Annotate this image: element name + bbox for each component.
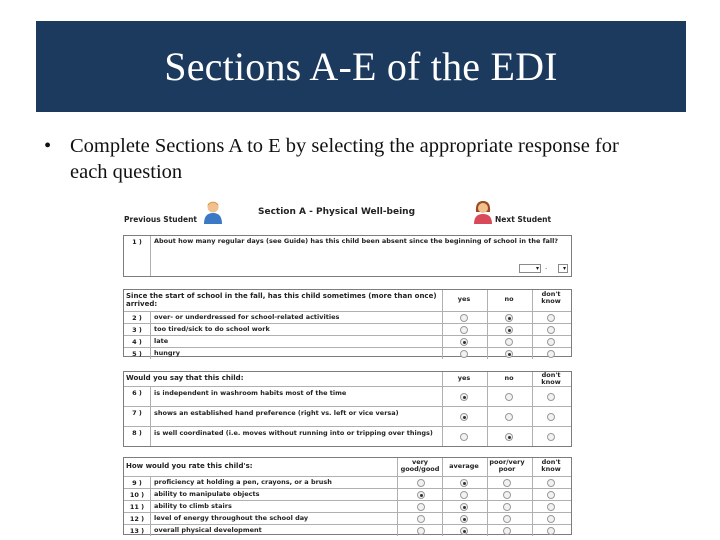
column-yes: yes [457, 295, 471, 303]
question-row [124, 386, 571, 406]
column-divider [487, 458, 488, 536]
question-text: level of energy throughout the school day [154, 514, 309, 522]
question-row [124, 512, 571, 524]
answer-radio-no[interactable] [505, 433, 513, 441]
column-divider [487, 290, 488, 359]
answer-radio-no[interactable] [505, 314, 513, 322]
column-divider [532, 458, 533, 536]
column-average: average [449, 462, 479, 470]
question-text: shows an established hand preference (right vs. left or vice versa) [154, 409, 399, 417]
answer-radio-don-t-know[interactable] [547, 314, 555, 322]
question-row [124, 426, 571, 446]
answer-radio-average[interactable] [460, 527, 468, 535]
answer-radio-yes[interactable] [460, 314, 468, 322]
column-divider [532, 290, 533, 359]
answer-radio-yes[interactable] [460, 326, 468, 334]
answer-radio-very-good-good[interactable] [417, 479, 425, 487]
days-absent-dropdown[interactable]: ▾ [519, 264, 541, 273]
answer-radio-average[interactable] [460, 503, 468, 511]
bullet-text: Complete Sections A to E by selecting the appropriate response for each question [70, 135, 619, 183]
question-row [124, 500, 571, 512]
answer-radio-average[interactable] [460, 491, 468, 499]
answer-radio-don-t-know[interactable] [547, 527, 555, 535]
question-text: ability to manipulate objects [154, 490, 260, 498]
answer-radio-poor-very-poor[interactable] [503, 527, 511, 535]
answer-radio-yes[interactable] [460, 413, 468, 421]
answer-radio-no[interactable] [505, 338, 513, 346]
question-text: overall physical development [154, 526, 262, 534]
days-absent-fraction-dropdown[interactable]: ▾ [558, 264, 568, 273]
answer-radio-average[interactable] [460, 479, 468, 487]
answer-radio-no[interactable] [505, 413, 513, 421]
column-no: no [504, 374, 514, 382]
answer-radio-yes[interactable] [460, 338, 468, 346]
answer-radio-average[interactable] [460, 515, 468, 523]
answer-radio-don-t-know[interactable] [547, 413, 555, 421]
block-question-title: Since the start of school in the fall, has this child sometimes (more than once) arrived: [126, 292, 437, 308]
question-1-block [123, 235, 572, 277]
arrival-question-block [123, 289, 572, 357]
column-divider [397, 458, 398, 536]
column-divider [442, 372, 443, 446]
section-title: Section A - Physical Well-being [258, 207, 416, 217]
block-question-title: Would you say that this child: [126, 374, 244, 382]
question-row [124, 311, 571, 323]
slide-title: Sections A-E of the EDI [164, 44, 558, 89]
answer-radio-don-t-know[interactable] [547, 479, 555, 487]
column-yes: yes [457, 374, 471, 382]
question-number: 4 ) [124, 336, 151, 347]
answer-radio-don-t-know[interactable] [547, 433, 555, 441]
block-header-row [124, 372, 571, 386]
next-student-link[interactable]: Next Student [495, 215, 552, 224]
column-divider [532, 372, 533, 446]
edi-form-screenshot [120, 191, 574, 540]
column-poor: poor/very poor [489, 458, 525, 473]
question-text: is well coordinated (i.e. moves without running into or tripping over things) [154, 429, 433, 437]
answer-radio-don-t-know[interactable] [547, 326, 555, 334]
form-header [120, 191, 574, 231]
answer-radio-very-good-good[interactable] [417, 515, 425, 523]
question-number: 9 ) [124, 477, 151, 488]
answer-radio-very-good-good[interactable] [417, 491, 425, 499]
answer-radio-don-t-know[interactable] [547, 491, 555, 499]
question-row [124, 323, 571, 335]
answer-radio-yes[interactable] [460, 433, 468, 441]
column-dont-know: don't know [541, 458, 561, 473]
answer-radio-yes[interactable] [460, 393, 468, 401]
question-text: over- or underdressed for school-related activities [154, 313, 340, 321]
block-header-row [124, 458, 571, 476]
answer-radio-yes[interactable] [460, 350, 468, 358]
question-1-row [124, 236, 571, 276]
question-text: About how many regular days (see Guide) has this child been absent since the beginning of school in the fall? [154, 237, 559, 245]
girl-avatar-icon[interactable] [472, 200, 494, 224]
answer-radio-poor-very-poor[interactable] [503, 491, 511, 499]
answer-radio-don-t-know[interactable] [547, 338, 555, 346]
question-text: proficiency at holding a pen, crayons, or a brush [154, 478, 332, 486]
question-row [124, 488, 571, 500]
column-divider [442, 290, 443, 359]
answer-radio-don-t-know[interactable] [547, 515, 555, 523]
rating-question-block [123, 457, 572, 535]
question-number: 12 ) [124, 513, 151, 524]
answer-radio-very-good-good[interactable] [417, 503, 425, 511]
answer-radio-don-t-know[interactable] [547, 350, 555, 358]
question-number: 10 ) [124, 489, 151, 500]
question-number: 7 ) [124, 407, 151, 426]
question-row [124, 335, 571, 347]
answer-radio-poor-very-poor[interactable] [503, 479, 511, 487]
question-text: ability to climb stairs [154, 502, 232, 510]
question-number: 6 ) [124, 387, 151, 406]
question-text: is independent in washroom habits most of the time [154, 389, 347, 397]
answer-radio-very-good-good[interactable] [417, 527, 425, 535]
answer-radio-poor-very-poor[interactable] [503, 515, 511, 523]
bullet-symbol: • [44, 135, 52, 157]
column-no: no [504, 295, 514, 303]
question-row [124, 406, 571, 426]
question-number: 3 ) [124, 324, 151, 335]
answer-radio-no[interactable] [505, 393, 513, 401]
question-number: 11 ) [124, 501, 151, 512]
question-row [124, 476, 571, 488]
question-number: 13 ) [124, 525, 151, 536]
answer-radio-don-t-know[interactable] [547, 503, 555, 511]
question-text: too tired/sick to do school work [154, 325, 270, 333]
question-text: hungry [154, 349, 180, 357]
answer-radio-don-t-know[interactable] [547, 393, 555, 401]
column-very-good: very good/good [400, 458, 440, 473]
block-header-row [124, 290, 571, 311]
question-number: 8 ) [124, 427, 151, 446]
question-number: 1 ) [124, 236, 151, 276]
child-behaviour-block [123, 371, 572, 447]
column-dont-know: don't know [541, 371, 561, 386]
question-number: 5 ) [124, 348, 151, 359]
question-text: late [154, 337, 169, 345]
boy-avatar-icon[interactable] [202, 200, 224, 224]
separator-dot: . [545, 263, 548, 271]
question-row [124, 347, 571, 359]
bullet-point [44, 133, 644, 185]
column-dont-know: don't know [541, 290, 561, 305]
block-question-title: How would you rate this child's: [126, 462, 253, 470]
column-divider [442, 458, 443, 536]
question-row [124, 524, 571, 536]
slide-title-bar [36, 21, 686, 112]
answer-radio-no[interactable] [505, 326, 513, 334]
column-divider [487, 372, 488, 446]
answer-radio-poor-very-poor[interactable] [503, 503, 511, 511]
question-number: 2 ) [124, 312, 151, 323]
answer-radio-no[interactable] [505, 350, 513, 358]
previous-student-link[interactable]: Previous Student [124, 215, 198, 224]
